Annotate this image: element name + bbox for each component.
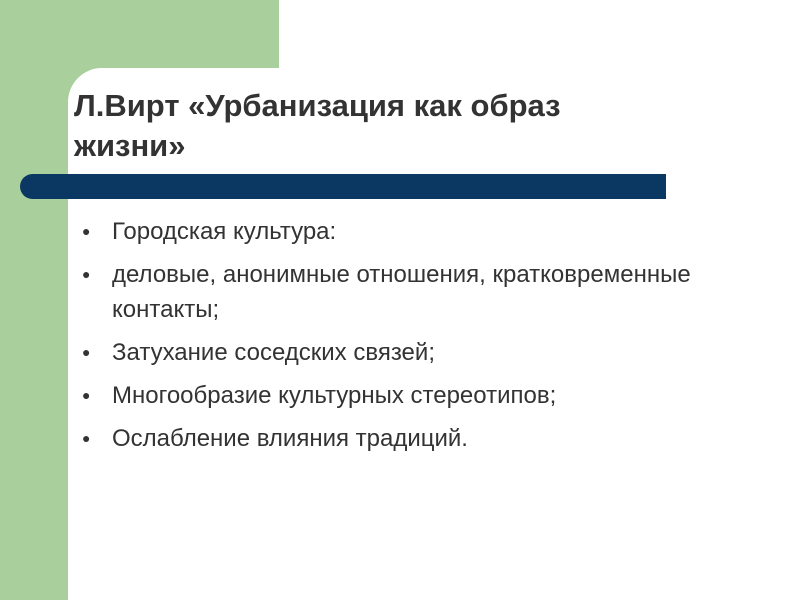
- bullet-icon: ●: [82, 387, 91, 403]
- list-item-text: деловые, анонимные отношения, кратковременные контакты;: [112, 261, 691, 323]
- list-item-text: Городская культура:: [112, 218, 337, 245]
- slide-title: Л.Вирт «Урбанизация как образ жизни»: [74, 88, 561, 163]
- list-item: [82, 257, 772, 327]
- list-item-text: Затухание соседских связей;: [112, 339, 435, 366]
- list-item-text: Многообразие культурных стереотипов;: [112, 382, 557, 409]
- bullet-icon: ●: [82, 430, 91, 446]
- list-item: [82, 335, 772, 370]
- bullet-list: [82, 214, 772, 464]
- bullet-icon: ●: [82, 223, 91, 239]
- list-item: [82, 214, 772, 249]
- title-underline-bar: [20, 174, 666, 199]
- list-item-text: Ослабление влияния традиций.: [112, 425, 468, 452]
- bullet-icon: ●: [82, 344, 91, 360]
- bullet-icon: ●: [82, 266, 91, 282]
- list-item: [82, 378, 772, 413]
- list-item: [82, 421, 772, 456]
